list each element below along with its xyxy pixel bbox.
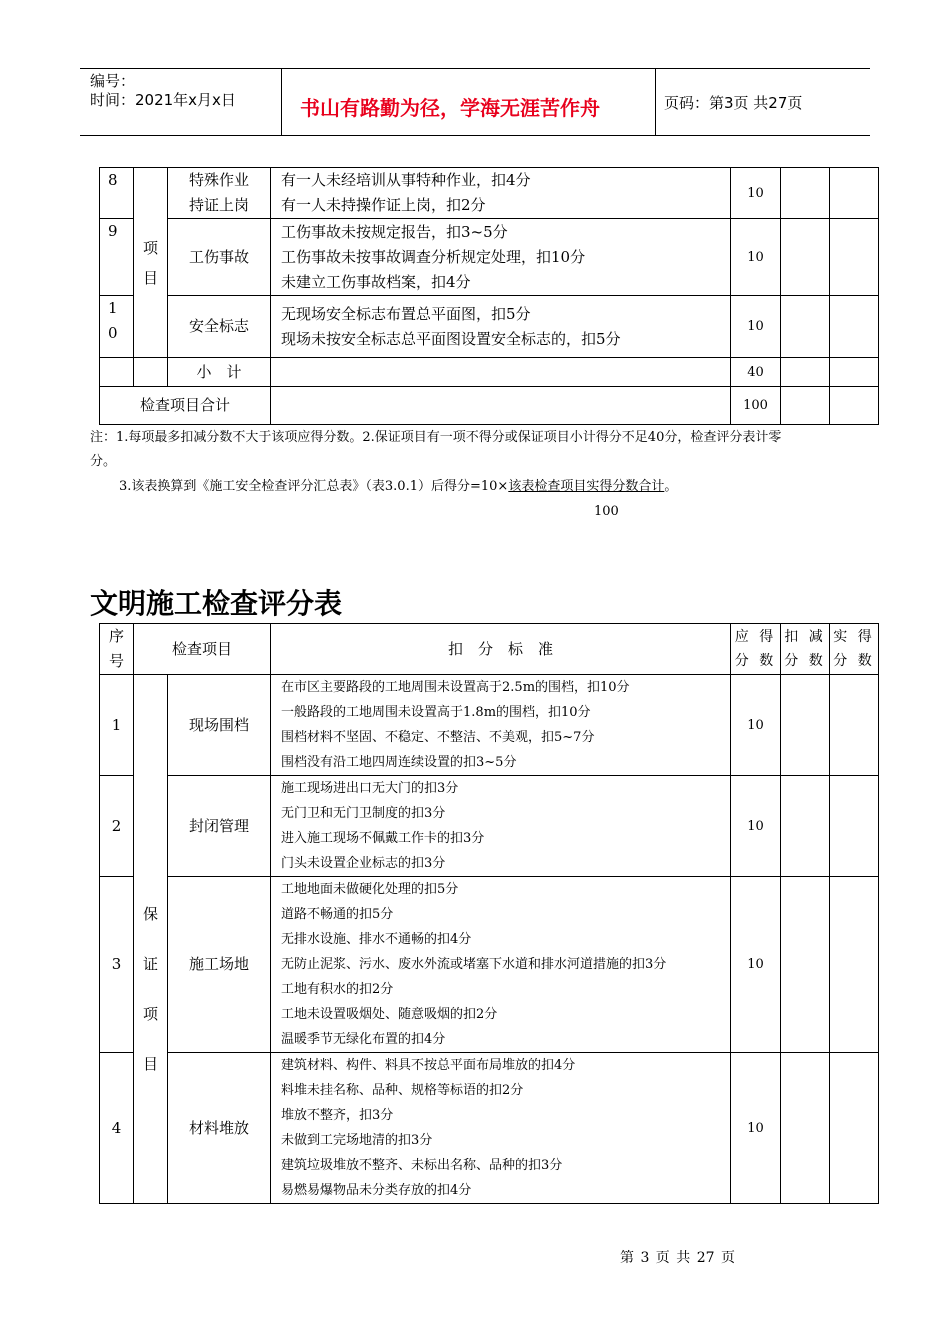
- empty-cell: [271, 387, 731, 425]
- actual-score-cell: [830, 219, 879, 296]
- actual-score-cell: [830, 675, 879, 776]
- header-deducted-score: 扣 减 分 数: [781, 624, 830, 675]
- row-number: 1: [100, 675, 134, 776]
- header-number: 编号：: [90, 72, 136, 90]
- note-line-2: 分。: [90, 454, 117, 469]
- subtotal-label: 小 计: [168, 358, 271, 387]
- row-number: 1 0: [100, 296, 134, 358]
- table-row: [100, 877, 879, 1053]
- empty-cell: [271, 358, 731, 387]
- check-item: 材料堆放: [168, 1053, 271, 1204]
- table-row: [100, 1053, 879, 1204]
- deducted-score-cell: [781, 776, 830, 877]
- header-bottom-rule: [80, 135, 870, 136]
- note-line-1: 注：1.每项最多扣减分数不大于该项应得分数。2.保证项目有一项不得分或保证项目小计得分不足40分，检查评分表计零: [90, 430, 782, 445]
- due-score: 10: [731, 877, 781, 1053]
- group-label: 保 证 项 目: [134, 675, 168, 1204]
- table-row: [100, 219, 879, 296]
- deducted-score-cell: [781, 219, 830, 296]
- due-score: 10: [731, 1053, 781, 1204]
- deducted-score-cell: [781, 877, 830, 1053]
- check-item: 工伤事故: [168, 219, 271, 296]
- header-divider-right: [655, 68, 656, 136]
- actual-score-cell: [830, 296, 879, 358]
- deducted-score-cell: [781, 1053, 830, 1204]
- header-no: 序 号: [100, 624, 134, 675]
- table-row: [100, 675, 879, 776]
- deducted-score-cell: [781, 387, 830, 425]
- note-line-3: 3.该表换算到《施工安全检查评分汇总表》（表3.0.1）后得分=10×该表检查项目实得分数合计。: [119, 479, 678, 494]
- total-label: 检查项目合计: [100, 387, 271, 425]
- header-actual-score: 实 得 分 数: [830, 624, 879, 675]
- civilized-construction-score-table: [99, 623, 879, 1204]
- row-number: 3: [100, 877, 134, 1053]
- header-row: [100, 624, 879, 675]
- table-row: [100, 168, 879, 219]
- row-number: 4: [100, 1053, 134, 1204]
- actual-score-cell: [830, 358, 879, 387]
- deduction-criteria: 建筑材料、构件、料具不按总平面布局堆放的扣4分 料堆未挂名称、品种、规格等标语的扣2分 堆放不整齐，扣3分 未做到工完场地清的扣3分 建筑垃圾堆放不整齐、未标出名称、品种的扣3分 易燃易爆物品未分类存放的扣4分: [271, 1053, 731, 1204]
- table-row: [100, 296, 879, 358]
- check-item: 安全标志: [168, 296, 271, 358]
- deduction-criteria: 无现场安全标志布置总平面图，扣5分 现场未按安全标志总平面图设置安全标志的，扣5分: [271, 296, 731, 358]
- subtotal-score: 40: [731, 358, 781, 387]
- total-row: [100, 387, 879, 425]
- due-score: 10: [731, 296, 781, 358]
- deduction-criteria: 在市区主要路段的工地周围未设置高于2.5m的围档，扣10分 一般路段的工地周围未设置高于1.8m的围档，扣10分 围档材料不坚固、不稳定、不整洁、不美观，扣5~7分 围档没有沿工地四周连续设置的扣3~5分: [271, 675, 731, 776]
- subtotal-row: [100, 358, 879, 387]
- table-row: [100, 776, 879, 877]
- deduction-criteria: 施工现场进出口无大门的扣3分 无门卫和无门卫制度的扣3分 进入施工现场不佩戴工作卡的扣3分 门头未设置企业标志的扣3分: [271, 776, 731, 877]
- header-check-item: 检查项目: [134, 624, 271, 675]
- check-item: 特殊作业 持证上岗: [168, 168, 271, 219]
- header-criteria: 扣 分 标 准: [271, 624, 731, 675]
- row-number: 8: [100, 168, 134, 219]
- note-denominator: 100: [594, 504, 619, 519]
- due-score: 10: [731, 168, 781, 219]
- header-page-info: 页码：第3页 共27页: [664, 94, 803, 112]
- check-item: 封闭管理: [168, 776, 271, 877]
- empty-cell: [100, 358, 134, 387]
- deduction-criteria: 工地地面未做硬化处理的扣5分 道路不畅通的扣5分 无排水设施、排水不通畅的扣4分 无防止泥浆、污水、废水外流或堵塞下水道和排水河道措施的扣3分 工地有积水的扣2分 工地未设置吸烟处、随意吸烟的扣2分 温暖季节无绿化布置的扣4分: [271, 877, 731, 1053]
- deducted-score-cell: [781, 675, 830, 776]
- header-motto: 书山有路勤为径，学海无涯苦作舟: [300, 96, 600, 120]
- deducted-score-cell: [781, 358, 830, 387]
- actual-score-cell: [830, 776, 879, 877]
- deducted-score-cell: [781, 296, 830, 358]
- page-footer: 第 3 页 共 27 页: [620, 1250, 735, 1266]
- safety-check-table-continued: [99, 167, 879, 425]
- actual-score-cell: [830, 168, 879, 219]
- row-number: 9: [100, 219, 134, 296]
- due-score: 10: [731, 776, 781, 877]
- actual-score-cell: [830, 877, 879, 1053]
- actual-score-cell: [830, 1053, 879, 1204]
- header-time: 时间：2021年x月x日: [90, 91, 236, 109]
- header-due-score: 应 得 分 数: [731, 624, 781, 675]
- group-label: 项 目: [134, 168, 168, 358]
- due-score: 10: [731, 675, 781, 776]
- header-top-rule: [80, 68, 870, 69]
- check-item: 施工场地: [168, 877, 271, 1053]
- row-number: 2: [100, 776, 134, 877]
- deduction-criteria: 工伤事故未按规定报告，扣3~5分 工伤事故未按事故调查分析规定处理，扣10分 未建立工伤事故档案，扣4分: [271, 219, 731, 296]
- check-item: 现场围档: [168, 675, 271, 776]
- deduction-criteria: 有一人未经培训从事特种作业，扣4分 有一人未持操作证上岗，扣2分: [271, 168, 731, 219]
- due-score: 10: [731, 219, 781, 296]
- total-score: 100: [731, 387, 781, 425]
- page-title: 文明施工检查评分表: [90, 587, 343, 620]
- actual-score-cell: [830, 387, 879, 425]
- empty-cell: [134, 358, 168, 387]
- header-divider-left: [281, 68, 282, 136]
- deducted-score-cell: [781, 168, 830, 219]
